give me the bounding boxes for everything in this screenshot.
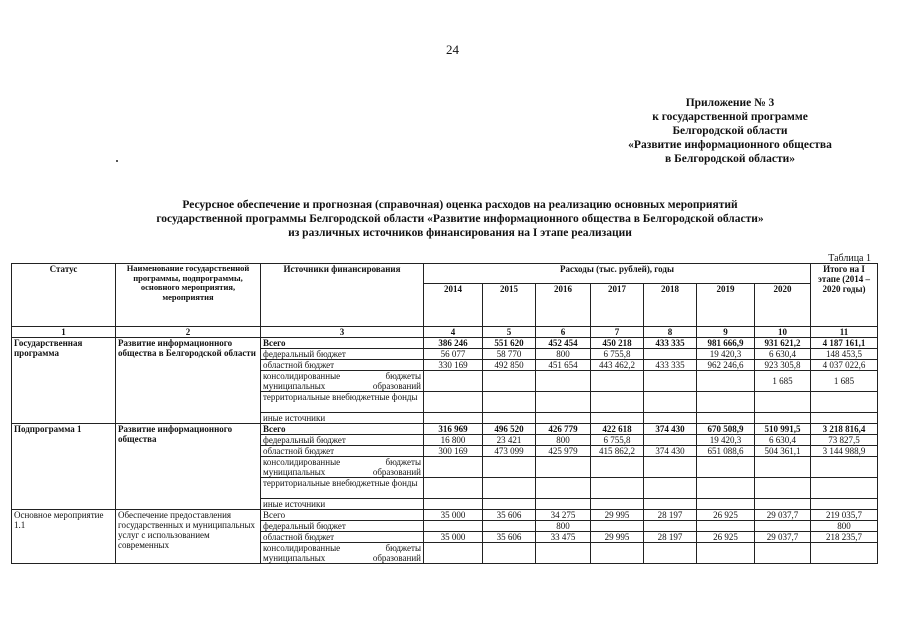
expense-value bbox=[755, 392, 811, 413]
expense-value: 28 197 bbox=[644, 532, 697, 543]
appendix-line: Белгородской области bbox=[672, 125, 788, 137]
expense-value bbox=[424, 499, 483, 510]
expense-value bbox=[697, 521, 755, 532]
expense-value bbox=[644, 457, 697, 478]
appendix-line: «Развитие информационного общества bbox=[628, 139, 832, 151]
expense-value: 496 520 bbox=[483, 424, 536, 435]
document-title bbox=[40, 198, 880, 240]
row-total: 1 685 bbox=[811, 371, 878, 392]
expense-value: 6 630,4 bbox=[755, 435, 811, 446]
header-year: 2020 bbox=[755, 284, 811, 327]
expense-value: 504 361,1 bbox=[755, 446, 811, 457]
expense-value: 451 654 bbox=[536, 360, 591, 371]
expense-value: 23 421 bbox=[483, 435, 536, 446]
expense-value bbox=[644, 499, 697, 510]
column-number: 5 bbox=[483, 327, 536, 338]
row-total: 3 218 816,4 bbox=[811, 424, 878, 435]
funding-source: территориальные внебюджетные фонды bbox=[261, 392, 424, 413]
expense-value: 425 979 bbox=[536, 446, 591, 457]
appendix-line: Приложение № 3 bbox=[685, 97, 775, 109]
row-name: Развитие информационного общества bbox=[116, 424, 261, 510]
expense-value: 19 420,3 bbox=[697, 349, 755, 360]
expense-value: 34 275 bbox=[536, 510, 591, 521]
expense-value bbox=[536, 457, 591, 478]
funding-source: консолидированные бюджеты муниципальных образований bbox=[261, 543, 424, 564]
expense-value bbox=[697, 543, 755, 564]
expense-value: 29 037,7 bbox=[755, 510, 811, 521]
row-total bbox=[811, 413, 878, 424]
expense-value bbox=[697, 478, 755, 499]
expense-value: 56 077 bbox=[424, 349, 483, 360]
expense-value bbox=[591, 392, 644, 413]
expense-value: 35 000 bbox=[424, 532, 483, 543]
expense-value: 6 755,8 bbox=[591, 435, 644, 446]
table-label: Таблица 1 bbox=[828, 253, 871, 264]
appendix-line: в Белгородской области» bbox=[665, 153, 795, 165]
expense-value bbox=[536, 478, 591, 499]
expense-value bbox=[424, 392, 483, 413]
expense-value bbox=[697, 392, 755, 413]
row-total bbox=[811, 392, 878, 413]
expense-value bbox=[483, 413, 536, 424]
expense-value bbox=[755, 543, 811, 564]
expense-value bbox=[644, 478, 697, 499]
expense-value bbox=[697, 371, 755, 392]
row-total: 3 144 988,9 bbox=[811, 446, 878, 457]
expense-value: 443 462,2 bbox=[591, 360, 644, 371]
expense-value: 473 099 bbox=[483, 446, 536, 457]
resource-table bbox=[11, 263, 878, 564]
column-number: 4 bbox=[424, 327, 483, 338]
table-row bbox=[12, 424, 878, 435]
title-line: Ресурсное обеспечение и прогнозная (справочная) оценка расходов на реализацию основных мероприятий bbox=[182, 199, 738, 211]
column-number: 10 bbox=[755, 327, 811, 338]
expense-value: 58 770 bbox=[483, 349, 536, 360]
expense-value: 800 bbox=[536, 435, 591, 446]
expense-value: 426 779 bbox=[536, 424, 591, 435]
row-total bbox=[811, 499, 878, 510]
expense-value bbox=[483, 521, 536, 532]
appendix-header bbox=[560, 96, 900, 166]
funding-source: областной бюджет bbox=[261, 446, 424, 457]
row-total: 800 bbox=[811, 521, 878, 532]
expense-value bbox=[591, 478, 644, 499]
row-name: Развитие информационного общества в Белгородской области bbox=[116, 338, 261, 424]
expense-value bbox=[591, 413, 644, 424]
expense-value: 415 862,2 bbox=[591, 446, 644, 457]
funding-source: территориальные внебюджетные фонды bbox=[261, 478, 424, 499]
funding-source: областной бюджет bbox=[261, 360, 424, 371]
expense-value bbox=[591, 543, 644, 564]
expense-value: 374 430 bbox=[644, 424, 697, 435]
column-number: 1 bbox=[12, 327, 116, 338]
page-number: 24 bbox=[446, 42, 459, 57]
expense-value bbox=[755, 499, 811, 510]
row-status: Подпрограмма 1 bbox=[12, 424, 116, 510]
expense-value bbox=[483, 478, 536, 499]
expense-value bbox=[755, 457, 811, 478]
expense-value: 651 088,6 bbox=[697, 446, 755, 457]
row-status: Государственная программа bbox=[12, 338, 116, 424]
expense-value: 26 925 bbox=[697, 510, 755, 521]
header-name: Наименование государственной программы, подпрограммы, основного мероприятия, мероприятия bbox=[116, 264, 261, 327]
expense-value: 510 991,5 bbox=[755, 424, 811, 435]
expense-value: 374 430 bbox=[644, 446, 697, 457]
funding-source: иные источники bbox=[261, 413, 424, 424]
title-line: из различных источников финансирования на I этапе реализации bbox=[288, 227, 632, 239]
expense-value bbox=[483, 543, 536, 564]
row-total: 219 035,7 bbox=[811, 510, 878, 521]
row-total: 4 187 161,1 bbox=[811, 338, 878, 349]
header-year: 2014 bbox=[424, 284, 483, 327]
expense-value: 16 800 bbox=[424, 435, 483, 446]
expense-value: 981 666,9 bbox=[697, 338, 755, 349]
column-number: 9 bbox=[697, 327, 755, 338]
expense-value: 35 606 bbox=[483, 510, 536, 521]
funding-source: консолидированные бюджеты муниципальных образований bbox=[261, 457, 424, 478]
expense-value: 800 bbox=[536, 521, 591, 532]
row-total bbox=[811, 457, 878, 478]
expense-value bbox=[483, 371, 536, 392]
funding-source: Всего bbox=[261, 510, 424, 521]
expense-value bbox=[644, 413, 697, 424]
expense-value bbox=[644, 521, 697, 532]
expense-value bbox=[591, 371, 644, 392]
expense-value bbox=[697, 457, 755, 478]
expense-value bbox=[483, 499, 536, 510]
expense-value: 433 335 bbox=[644, 338, 697, 349]
header-year: 2015 bbox=[483, 284, 536, 327]
expense-value: 316 969 bbox=[424, 424, 483, 435]
expense-value bbox=[644, 392, 697, 413]
expense-value: 386 246 bbox=[424, 338, 483, 349]
expense-value bbox=[536, 543, 591, 564]
expense-value: 670 508,9 bbox=[697, 424, 755, 435]
expense-value bbox=[424, 521, 483, 532]
row-total bbox=[811, 543, 878, 564]
row-total: 4 037 022,6 bbox=[811, 360, 878, 371]
column-number: 3 bbox=[261, 327, 424, 338]
expense-value bbox=[755, 478, 811, 499]
expense-value: 923 305,8 bbox=[755, 360, 811, 371]
expense-value bbox=[644, 349, 697, 360]
expense-value bbox=[483, 457, 536, 478]
expense-value bbox=[483, 392, 536, 413]
funding-source: консолидированные бюджеты муниципальных образований bbox=[261, 371, 424, 392]
expense-value bbox=[697, 499, 755, 510]
header-total: Итого на I этапе (2014 – 2020 годы) bbox=[811, 264, 878, 327]
expense-value bbox=[591, 521, 644, 532]
expense-value: 450 218 bbox=[591, 338, 644, 349]
funding-source: иные источники bbox=[261, 499, 424, 510]
expense-value bbox=[536, 499, 591, 510]
row-total: 148 453,5 bbox=[811, 349, 878, 360]
funding-source: областной бюджет bbox=[261, 532, 424, 543]
row-total bbox=[811, 478, 878, 499]
expense-value: 35 000 bbox=[424, 510, 483, 521]
expense-value: 422 618 bbox=[591, 424, 644, 435]
header-year: 2016 bbox=[536, 284, 591, 327]
expense-value: 19 420,3 bbox=[697, 435, 755, 446]
expense-value bbox=[424, 413, 483, 424]
expense-value bbox=[424, 543, 483, 564]
expense-value bbox=[644, 435, 697, 446]
expense-value bbox=[424, 457, 483, 478]
column-number: 2 bbox=[116, 327, 261, 338]
expense-value bbox=[755, 413, 811, 424]
expense-value: 931 621,2 bbox=[755, 338, 811, 349]
funding-source: федеральный бюджет bbox=[261, 521, 424, 532]
expense-value bbox=[644, 543, 697, 564]
expense-value bbox=[424, 478, 483, 499]
expense-value: 29 037,7 bbox=[755, 532, 811, 543]
header-status: Статус bbox=[12, 264, 116, 327]
expense-value bbox=[644, 371, 697, 392]
expense-value: 6 630,4 bbox=[755, 349, 811, 360]
expense-value: 551 620 bbox=[483, 338, 536, 349]
expense-value: 300 169 bbox=[424, 446, 483, 457]
column-number: 11 bbox=[811, 327, 878, 338]
header-year: 2018 bbox=[644, 284, 697, 327]
header-year: 2017 bbox=[591, 284, 644, 327]
expense-value: 492 850 bbox=[483, 360, 536, 371]
expense-value bbox=[591, 457, 644, 478]
expense-value: 28 197 bbox=[644, 510, 697, 521]
expense-value: 1 685 bbox=[755, 371, 811, 392]
appendix-line: к государственной программе bbox=[652, 111, 808, 123]
expense-value: 330 169 bbox=[424, 360, 483, 371]
column-number: 8 bbox=[644, 327, 697, 338]
funding-source: Всего bbox=[261, 424, 424, 435]
title-line: государственной программы Белгородской области «Развитие информационного общества в Белгородской области» bbox=[156, 213, 764, 225]
column-number: 6 bbox=[536, 327, 591, 338]
expense-value: 33 475 bbox=[536, 532, 591, 543]
expense-value: 35 606 bbox=[483, 532, 536, 543]
row-status: Основное мероприятие 1.1 bbox=[12, 510, 116, 564]
expense-value bbox=[536, 413, 591, 424]
expense-value bbox=[591, 499, 644, 510]
funding-source: Всего bbox=[261, 338, 424, 349]
expense-value: 26 925 bbox=[697, 532, 755, 543]
expense-value: 452 454 bbox=[536, 338, 591, 349]
row-name: Обеспечение предоставления государственных и муниципальных услуг с использованием современных bbox=[116, 510, 261, 564]
expense-value: 433 335 bbox=[644, 360, 697, 371]
row-total: 73 827,5 bbox=[811, 435, 878, 446]
funding-source: федеральный бюджет bbox=[261, 349, 424, 360]
scan-speck bbox=[116, 160, 118, 162]
expense-value bbox=[697, 413, 755, 424]
funding-source: федеральный бюджет bbox=[261, 435, 424, 446]
expense-value bbox=[424, 371, 483, 392]
expense-value: 800 bbox=[536, 349, 591, 360]
expense-value: 29 995 bbox=[591, 510, 644, 521]
expense-value: 6 755,8 bbox=[591, 349, 644, 360]
header-year: 2019 bbox=[697, 284, 755, 327]
column-number: 7 bbox=[591, 327, 644, 338]
expense-value: 962 246,6 bbox=[697, 360, 755, 371]
header-expenses: Расходы (тыс. рублей), годы bbox=[424, 264, 811, 284]
table-row bbox=[12, 338, 878, 349]
expense-value bbox=[536, 371, 591, 392]
expense-value bbox=[755, 521, 811, 532]
table-row bbox=[12, 510, 878, 521]
header-sources: Источники финансирования bbox=[261, 264, 424, 327]
row-total: 218 235,7 bbox=[811, 532, 878, 543]
expense-value bbox=[536, 392, 591, 413]
expense-value: 29 995 bbox=[591, 532, 644, 543]
